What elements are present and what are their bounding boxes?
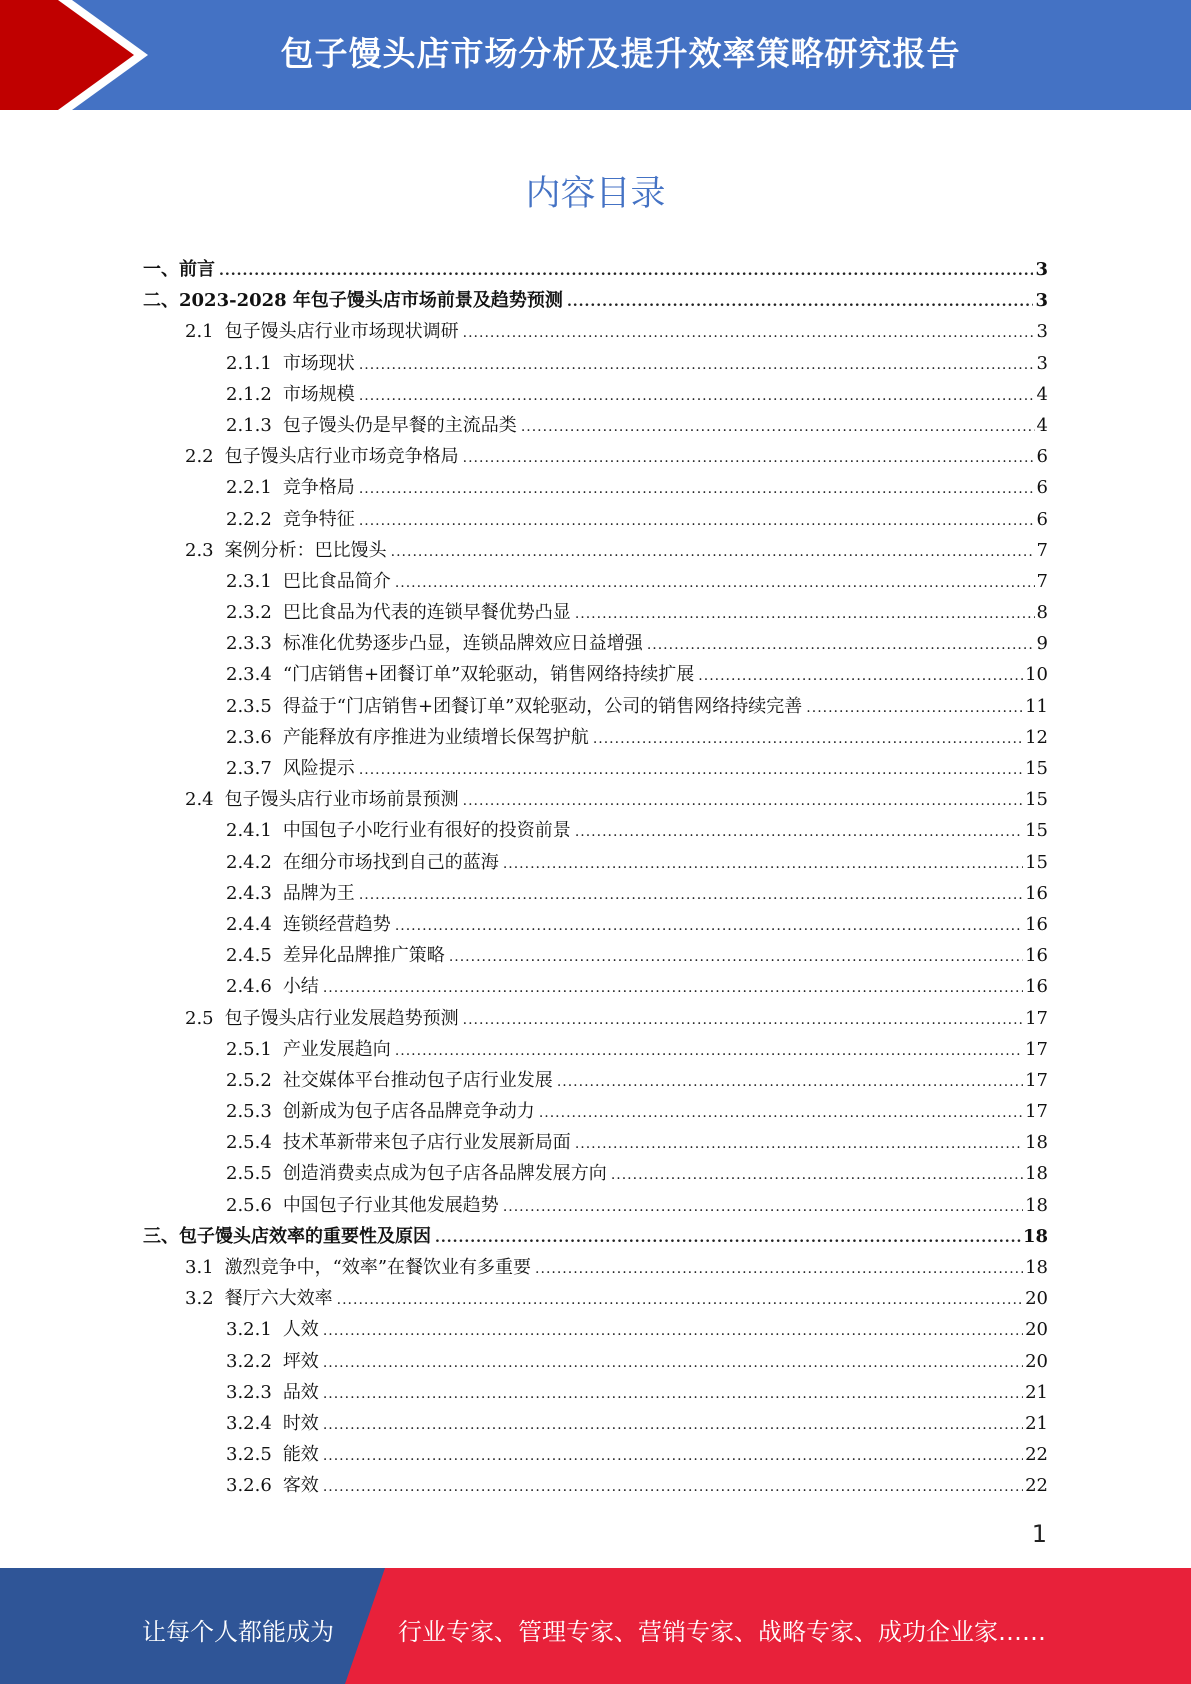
dot-leader [337, 1285, 1023, 1316]
toc-entry-text: 创造消费卖点成为包子店各品牌发展方向 [282, 1163, 607, 1185]
toc-entry-label [226, 659, 694, 690]
toc-entry[interactable] [143, 285, 1048, 316]
toc-entry[interactable] [143, 1439, 1048, 1470]
dot-leader [395, 568, 1035, 599]
toc-entry-page: 16 [1025, 913, 1048, 935]
toc-entry[interactable] [143, 1096, 1048, 1127]
toc-entry-page: 11 [1025, 695, 1048, 717]
toc-entry-number: 2.4.2 [226, 851, 272, 873]
toc-entry-label [226, 1314, 319, 1345]
toc-entry-text: 得益于“门店销售+团餐订单”双轮驱动，公司的销售网络持续完善 [282, 695, 803, 717]
toc-entry-label [226, 878, 355, 909]
toc-entry[interactable] [143, 940, 1048, 971]
toc-entry-label [226, 379, 355, 410]
toc-entry-label [226, 1408, 319, 1439]
dot-leader [435, 1223, 1021, 1254]
dot-leader [806, 693, 1023, 724]
report-title: 包子馒头店市场分析及提升效率策略研究报告 [280, 34, 961, 73]
toc-entry-label [226, 1470, 319, 1501]
toc-entry-number: 2.1 [185, 321, 214, 343]
toc-entry-number: 2.1.3 [226, 414, 272, 436]
toc-entry-page: 20 [1025, 1288, 1048, 1310]
dot-leader [323, 1441, 1023, 1472]
dot-leader [503, 849, 1023, 880]
toc-entry-text: 竞争格局 [282, 477, 355, 499]
toc-entry-number: 2.5.6 [226, 1194, 272, 1216]
dot-leader [449, 942, 1023, 973]
toc-entry-page: 17 [1025, 1069, 1048, 1091]
toc-entry-text: 激烈竞争中，“效率”在餐饮业有多重要 [224, 1257, 532, 1278]
toc-entry[interactable] [143, 1314, 1048, 1345]
toc-entry[interactable] [143, 909, 1048, 940]
toc-entry-number: 2.5.2 [226, 1069, 272, 1091]
toc-entry-page: 12 [1025, 726, 1048, 748]
toc-entry-number: 2.5.1 [226, 1038, 272, 1060]
dot-leader [323, 973, 1023, 1004]
toc-entry-text: 市场现状 [282, 352, 355, 374]
dot-leader [647, 630, 1035, 661]
toc-entry-number: 2.4 [185, 789, 214, 811]
toc-entry-label [226, 1065, 553, 1096]
dot-leader [557, 1067, 1023, 1098]
toc-entry-text: 产能释放有序推进为业绩增长保驾护航 [282, 726, 589, 748]
toc-entry-number: 3.1 [185, 1257, 214, 1278]
toc-entry[interactable] [143, 1252, 1048, 1283]
toc-entry-label [226, 504, 355, 535]
toc-entry-number: 2.3.6 [226, 726, 272, 748]
toc-entry-text: 风险提示 [282, 758, 355, 779]
toc-entry-number: 2.4.5 [226, 945, 272, 967]
toc-entry-label [226, 1127, 571, 1158]
toc-entry-page: 22 [1025, 1475, 1048, 1497]
dot-leader [359, 381, 1035, 412]
toc-entry-text: 品牌为王 [282, 882, 355, 904]
toc-entry[interactable] [143, 410, 1048, 441]
toc-entry-text: 包子馒头仍是早餐的主流品类 [282, 414, 517, 436]
toc-entry[interactable] [143, 566, 1048, 597]
toc-entry-page: 15 [1025, 789, 1048, 811]
toc-entry-text: 小结 [282, 976, 319, 998]
dot-leader [359, 350, 1035, 381]
dot-leader [521, 412, 1035, 443]
toc-entry-number: 3.2.3 [226, 1381, 272, 1403]
toc-entry-text: 坪效 [282, 1350, 319, 1372]
toc-entry-label [226, 815, 571, 846]
toc-entry-text: 产业发展趋向 [282, 1038, 391, 1060]
toc-entry-text: 包子馒头店行业市场前景预测 [224, 789, 459, 811]
toc-entry[interactable] [143, 1034, 1048, 1065]
dot-leader [323, 1316, 1023, 1347]
dot-leader [395, 1036, 1023, 1067]
toc-entry-number: 2.2 [185, 446, 214, 468]
toc-entry-page: 7 [1036, 570, 1048, 592]
toc-entry-number: 2.3.7 [226, 758, 272, 779]
toc-entry-page: 16 [1025, 945, 1048, 967]
toc-entry-label [143, 1221, 431, 1252]
toc-entry-text: 包子馒头店行业市场竞争格局 [224, 446, 459, 468]
toc-entry[interactable] [143, 753, 1048, 784]
toc-entry-label [226, 472, 355, 503]
toc-entry-label [226, 597, 571, 628]
toc-entry-label [226, 1190, 499, 1221]
toc-entry-page: 17 [1025, 1038, 1048, 1060]
toc-entry-text: 技术革新带来包子店行业发展新局面 [282, 1132, 571, 1154]
dot-leader [219, 256, 1033, 287]
header-banner [0, 0, 1191, 110]
toc-entry-number: 2.3.2 [226, 602, 272, 624]
toc-entry-text: 巴比食品简介 [282, 570, 391, 592]
footer-slogan-left: 让每个人都能成为 [142, 1618, 334, 1646]
toc-entry-page: 18 [1025, 1132, 1048, 1154]
toc-entry-number: 3.2.5 [226, 1444, 272, 1466]
toc-entry-page: 16 [1025, 976, 1048, 998]
toc-entry-label [226, 847, 499, 878]
dot-leader [575, 817, 1023, 848]
dot-leader [463, 318, 1035, 349]
toc-entry-label [226, 909, 391, 940]
toc-entry[interactable] [143, 348, 1048, 379]
toc-entry-number: 2.4.3 [226, 882, 272, 904]
toc-entry-text: 三、包子馒头店效率的重要性及原因 [143, 1225, 431, 1247]
toc-entry-page: 6 [1036, 508, 1048, 530]
toc-entry-page: 3 [1036, 352, 1048, 374]
toc-entry[interactable] [143, 1283, 1048, 1314]
toc-entry[interactable] [143, 1190, 1048, 1221]
toc-entry[interactable] [143, 1003, 1048, 1034]
toc-entry-label [226, 1346, 319, 1377]
toc-entry[interactable] [143, 659, 1048, 690]
toc-entry-label [185, 1003, 459, 1034]
toc-entry-number: 2.2.1 [226, 477, 272, 499]
toc-entry-page: 3 [1035, 259, 1048, 280]
toc-entry-label [185, 316, 459, 347]
toc-entry-text: 品效 [282, 1381, 319, 1403]
toc-entry-text: 差异化品牌推广策略 [282, 945, 445, 967]
toc-entry-text: 中国包子小吃行业有很好的投资前景 [282, 820, 571, 842]
toc-entry[interactable] [143, 535, 1048, 566]
toc-entry-number: 3.2.1 [226, 1319, 272, 1341]
toc-entry-number: 2.5.5 [226, 1163, 272, 1185]
dot-leader [463, 786, 1023, 817]
toc-entry-label [226, 722, 589, 753]
toc-entry-page: 18 [1025, 1163, 1048, 1185]
dot-leader [359, 474, 1035, 505]
toc-entry[interactable] [143, 784, 1048, 815]
toc-entry-text: 标准化优势逐步凸显，连锁品牌效应日益增强 [282, 633, 643, 655]
toc-entry-text: 竞争特征 [282, 508, 355, 530]
dot-leader [503, 1192, 1023, 1223]
dot-leader [611, 1160, 1023, 1191]
toc-entry-number: 2.2.2 [226, 508, 272, 530]
toc-entry[interactable] [143, 254, 1048, 285]
toc-entry-number: 2.3.1 [226, 570, 272, 592]
toc-entry[interactable] [143, 1158, 1048, 1189]
toc-entry-text: 客效 [282, 1475, 319, 1497]
toc-entry-text: 二、2023-2028 年包子馒头店市场前景及趋势预测 [143, 290, 563, 312]
toc-entry-label [226, 566, 391, 597]
toc-entry[interactable] [143, 628, 1048, 659]
toc-entry-text: 巴比食品为代表的连锁早餐优势凸显 [282, 602, 571, 624]
dot-leader [575, 599, 1035, 630]
toc-entry-number: 2.3.3 [226, 633, 272, 655]
toc-entry-label [226, 1034, 391, 1065]
footer-banner [0, 1568, 1191, 1684]
toc-entry-text: “门店销售+团餐订单”双轮驱动，销售网络持续扩展 [282, 664, 695, 686]
toc-entry[interactable] [143, 472, 1048, 503]
toc-entry-text: 人效 [282, 1319, 319, 1341]
toc-entry-page: 8 [1036, 602, 1048, 624]
toc-entry-number: 2.3.5 [226, 695, 272, 717]
toc-entry-text: 社交媒体平台推动包子店行业发展 [282, 1069, 553, 1091]
toc-entry-label [226, 1377, 319, 1408]
toc-entry-text: 连锁经营趋势 [282, 913, 391, 935]
dot-leader [535, 1254, 1023, 1285]
toc-entry-number: 2.4.6 [226, 976, 272, 998]
toc-entry-page: 4 [1036, 383, 1048, 405]
toc-entry-label [226, 753, 355, 784]
toc-entry-page: 17 [1025, 1101, 1048, 1123]
dot-leader [593, 724, 1023, 755]
toc-entry-number: 3.2.6 [226, 1475, 272, 1497]
toc-entry-text: 一、前言 [143, 259, 215, 280]
dot-leader [575, 1129, 1023, 1160]
toc-entry[interactable] [143, 441, 1048, 472]
toc-entry-page: 6 [1036, 477, 1048, 499]
toc-entry-page: 3 [1036, 321, 1048, 343]
dot-leader [323, 1410, 1023, 1441]
toc-entry[interactable] [143, 1065, 1048, 1096]
toc-entry-label [185, 441, 459, 472]
toc-entry-text: 市场规模 [282, 383, 355, 405]
toc-entry-page: 16 [1025, 882, 1048, 904]
toc-entry[interactable] [143, 316, 1048, 347]
dot-leader [463, 443, 1035, 474]
toc-entry-page: 7 [1036, 539, 1048, 561]
dot-leader [323, 1379, 1023, 1410]
toc-entry-page: 21 [1025, 1412, 1048, 1434]
toc-entry[interactable] [143, 1127, 1048, 1158]
toc-entry-page: 21 [1025, 1381, 1048, 1403]
toc-entry-page: 20 [1025, 1350, 1048, 1372]
toc-entry-label [226, 691, 802, 722]
toc-entry-page: 15 [1025, 758, 1048, 779]
toc-entry-page: 3 [1035, 290, 1048, 312]
dot-leader [391, 537, 1035, 568]
toc-entry-label [226, 348, 355, 379]
toc-entry-label [143, 285, 563, 316]
toc-entry[interactable] [143, 847, 1048, 878]
toc-entry[interactable] [143, 1408, 1048, 1439]
page-number: 1 [1031, 1520, 1047, 1548]
toc-entry[interactable] [143, 722, 1048, 753]
toc-entry-number: 3.2 [185, 1288, 214, 1310]
toc-entry-page: 20 [1025, 1319, 1048, 1341]
toc-entry-label [226, 1096, 535, 1127]
toc-entry[interactable] [143, 971, 1048, 1002]
toc-entry-number: 2.5 [185, 1007, 214, 1029]
toc-entry-number: 3.2.4 [226, 1412, 272, 1434]
toc-entry-label [185, 784, 459, 815]
toc-entry-label [226, 971, 319, 1002]
table-of-contents [143, 254, 1048, 1502]
dot-leader [395, 911, 1023, 942]
toc-heading: 内容目录 [525, 174, 666, 214]
toc-entry-text: 时效 [282, 1412, 319, 1434]
toc-entry-page: 6 [1036, 446, 1048, 468]
toc-entry-label [185, 535, 387, 566]
toc-entry[interactable] [143, 1346, 1048, 1377]
toc-entry-number: 2.3.4 [226, 664, 272, 686]
toc-entry-label [226, 410, 517, 441]
toc-entry-page: 18 [1025, 1194, 1048, 1216]
toc-entry[interactable] [143, 815, 1048, 846]
toc-entry-page: 15 [1025, 820, 1048, 842]
toc-entry[interactable] [143, 1221, 1048, 1252]
toc-entry-text: 案例分析：巴比馒头 [224, 539, 387, 561]
toc-entry[interactable] [143, 379, 1048, 410]
toc-entry[interactable] [143, 691, 1048, 722]
dot-leader [323, 1348, 1023, 1379]
dot-leader [567, 287, 1034, 318]
toc-entry-label [143, 254, 215, 285]
toc-entry-label [185, 1283, 333, 1314]
toc-entry-text: 创新成为包子店各品牌竞争动力 [282, 1101, 535, 1123]
toc-entry-page: 4 [1036, 414, 1048, 436]
toc-entry-text: 餐厅六大效率 [224, 1288, 333, 1310]
toc-entry-page: 18 [1022, 1225, 1048, 1247]
toc-entry-number: 2.3 [185, 539, 214, 561]
toc-entry[interactable] [143, 1377, 1048, 1408]
dot-leader [359, 506, 1035, 537]
toc-entry-page: 18 [1025, 1257, 1048, 1278]
toc-entry-label [226, 940, 445, 971]
toc-entry-number: 2.1.2 [226, 383, 272, 405]
toc-entry-label [226, 628, 643, 659]
toc-entry-text: 中国包子行业其他发展趋势 [282, 1194, 499, 1216]
dot-leader [698, 661, 1023, 692]
toc-entry-text: 包子馒头店行业发展趋势预测 [224, 1007, 459, 1029]
toc-entry-number: 2.4.4 [226, 913, 272, 935]
toc-entry-label [185, 1252, 531, 1283]
toc-entry-number: 2.1.1 [226, 352, 272, 374]
toc-entry-page: 17 [1025, 1007, 1048, 1029]
toc-entry[interactable] [143, 597, 1048, 628]
toc-entry-number: 2.5.3 [226, 1101, 272, 1123]
toc-entry[interactable] [143, 1470, 1048, 1501]
toc-entry-number: 2.5.4 [226, 1132, 272, 1154]
dot-leader [463, 1005, 1023, 1036]
toc-entry-page: 10 [1025, 664, 1048, 686]
dot-leader [323, 1472, 1023, 1503]
dot-leader [359, 880, 1023, 911]
toc-entry-page: 9 [1036, 633, 1048, 655]
dot-leader [359, 755, 1023, 786]
toc-entry-page: 22 [1025, 1444, 1048, 1466]
dot-leader [539, 1098, 1023, 1129]
toc-entry[interactable] [143, 504, 1048, 535]
toc-entry-label [226, 1158, 607, 1189]
toc-entry-text: 能效 [282, 1444, 319, 1466]
footer-slogan-right: 行业专家、管理专家、营销专家、战略专家、成功企业家…… [398, 1618, 1046, 1646]
toc-entry-number: 3.2.2 [226, 1350, 272, 1372]
toc-entry-page: 15 [1025, 851, 1048, 873]
toc-entry-text: 包子馒头店行业市场现状调研 [224, 321, 459, 343]
toc-entry-label [226, 1439, 319, 1470]
toc-entry-text: 在细分市场找到自己的蓝海 [282, 851, 499, 873]
toc-entry-number: 2.4.1 [226, 820, 272, 842]
toc-entry[interactable] [143, 878, 1048, 909]
